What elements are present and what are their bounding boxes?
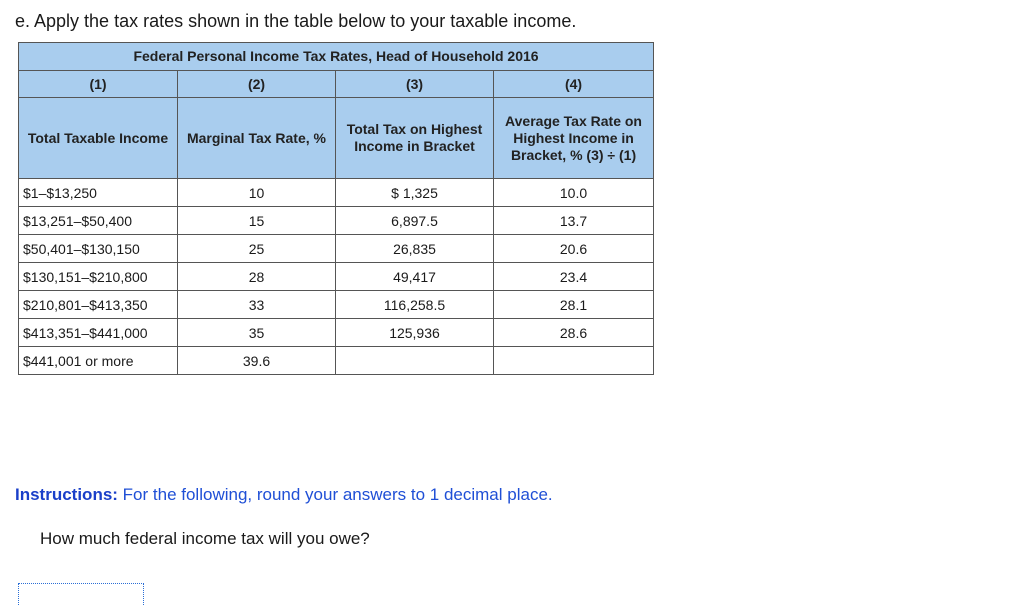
- average-rate-cell: 13.7: [494, 207, 654, 235]
- marginal-rate-cell: 15: [178, 207, 336, 235]
- column-number: (1): [19, 71, 178, 98]
- marginal-rate-cell: 28: [178, 263, 336, 291]
- header-average-tax-rate: Average Tax Rate on Highest Income in Bracket, % (3) ÷ (1): [494, 98, 654, 179]
- tax-rates-table: [18, 42, 654, 375]
- total-tax-cell: 125,936: [336, 319, 494, 347]
- header-marginal-tax-rate: Marginal Tax Rate, %: [178, 98, 336, 179]
- column-number: (3): [336, 71, 494, 98]
- header-total-tax: Total Tax on Highest Income in Bracket: [336, 98, 494, 179]
- income-range-cell: $413,351–$441,000: [19, 319, 178, 347]
- question-text: e. Apply the tax rates shown in the table below to your taxable income.: [15, 11, 577, 31]
- marginal-rate-cell: 39.6: [178, 347, 336, 375]
- total-tax-cell: 49,417: [336, 263, 494, 291]
- table-row: [19, 179, 654, 207]
- average-rate-cell: 23.4: [494, 263, 654, 291]
- table-row: [19, 235, 654, 263]
- column-number: (2): [178, 71, 336, 98]
- average-rate-cell: 10.0: [494, 179, 654, 207]
- income-range-cell: $1–$13,250: [19, 179, 178, 207]
- income-range-cell: $13,251–$50,400: [19, 207, 178, 235]
- header-total-taxable-income: Total Taxable Income: [19, 98, 178, 179]
- table-row: [19, 263, 654, 291]
- total-tax-cell: 26,835: [336, 235, 494, 263]
- total-tax-cell: 116,258.5: [336, 291, 494, 319]
- marginal-rate-cell: 35: [178, 319, 336, 347]
- column-number: (4): [494, 71, 654, 98]
- answer-input[interactable]: [18, 583, 144, 605]
- question-prompt: How much federal income tax will you owe?: [40, 529, 370, 548]
- instructions: [15, 485, 553, 505]
- average-rate-cell: 20.6: [494, 235, 654, 263]
- table-caption: Federal Personal Income Tax Rates, Head of Household 2016: [19, 43, 654, 71]
- income-range-cell: $50,401–$130,150: [19, 235, 178, 263]
- average-rate-cell: 28.1: [494, 291, 654, 319]
- average-rate-cell: [494, 347, 654, 375]
- income-range-cell: $130,151–$210,800: [19, 263, 178, 291]
- marginal-rate-cell: 10: [178, 179, 336, 207]
- income-range-cell: $441,001 or more: [19, 347, 178, 375]
- instructions-text: For the following, round your answers to 1 decimal place.: [117, 485, 553, 504]
- income-range-cell: $210,801–$413,350: [19, 291, 178, 319]
- instructions-label: Instructions:: [15, 485, 118, 504]
- total-tax-cell: $ 1,325: [336, 179, 494, 207]
- table-row: [19, 207, 654, 235]
- average-rate-cell: 28.6: [494, 319, 654, 347]
- table-row: [19, 347, 654, 375]
- total-tax-cell: 6,897.5: [336, 207, 494, 235]
- marginal-rate-cell: 33: [178, 291, 336, 319]
- table-row: [19, 319, 654, 347]
- total-tax-cell: [336, 347, 494, 375]
- table-row: [19, 291, 654, 319]
- marginal-rate-cell: 25: [178, 235, 336, 263]
